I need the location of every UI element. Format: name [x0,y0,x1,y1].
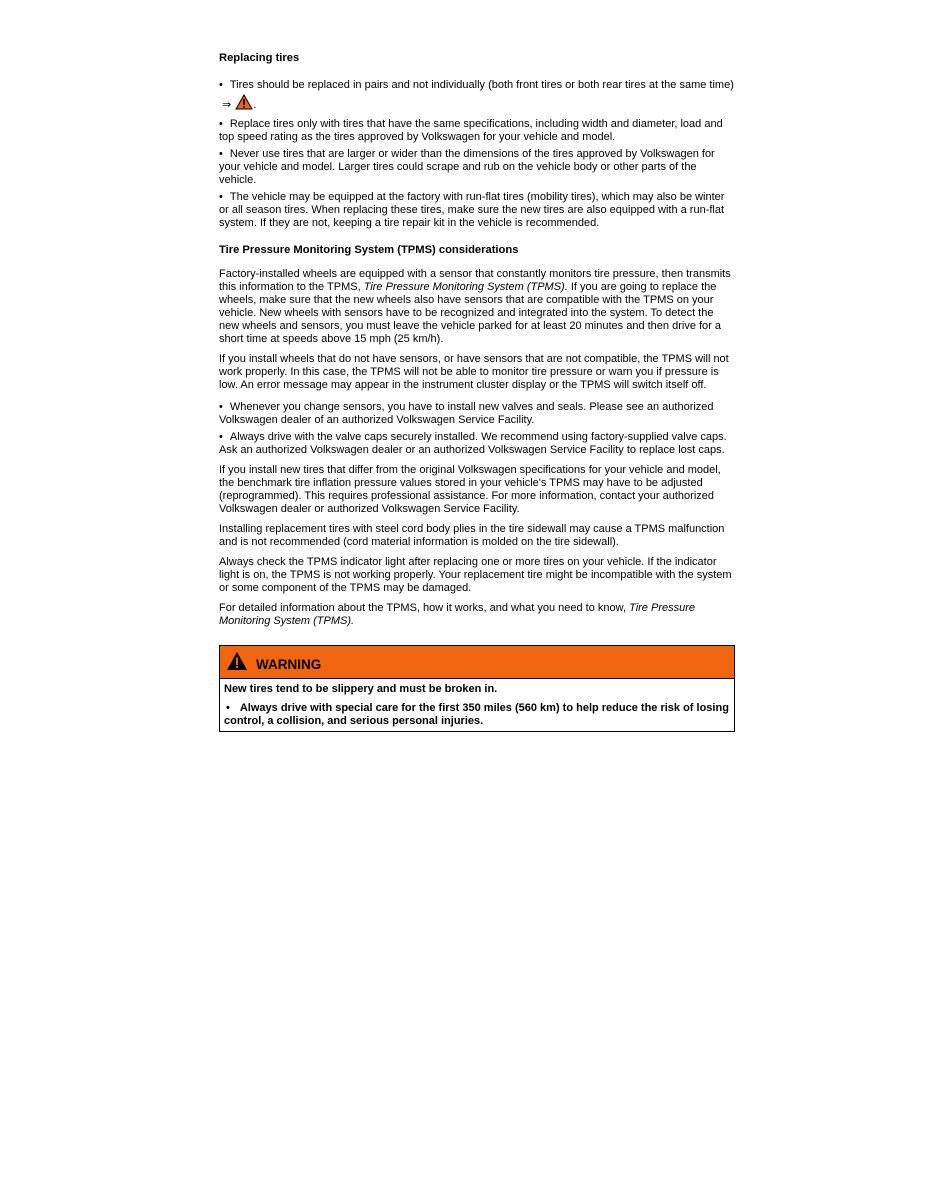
bullet-dot: • [219,79,223,91]
page-content [219,50,735,732]
paragraph [219,268,735,346]
warning-title: WARNING [256,657,322,672]
warning-box [219,645,735,732]
paragraph: If you install new tires that differ from the original Volkswagen specifications for your vehicle and model, the benchmark tire inflation pressure values stored in your vehicle's TPMS may have to be adjusted (reprogrammed). This requires professional assistance. For more information, contact your authorized Volkswagen dealer or authorized Volkswagen Service Facility. [219,464,721,515]
bullet-dot: • [219,118,223,130]
warning-triangle-icon [226,651,248,674]
warning-triangle-icon[interactable] [235,94,253,116]
paragraph-text: For detailed information about the TPMS, how it works, and what you need to know, [219,602,630,614]
bullet-text: Tires should be replaced in pairs and not individually (both front tires or both rear tires at the same time) [229,79,734,91]
list-item [224,702,730,728]
bullet-dot: • [226,702,230,714]
warning-text: Always drive with special care for the first 350 miles (560 km) to help reduce the risk of losing control, a collision, and serious personal injuries. [224,702,729,727]
bullet-dot: • [219,148,223,160]
bullet-dot: • [219,401,223,413]
paragraph: If you install wheels that do not have sensors, or have sensors that are not compatible, the TPMS will not work properly. In this case, the TPMS will not be able to monitor tire pressure or warn you if pressure is low. An error message may appear in the instrument cluster display or the TPMS will switch itself off. [219,353,729,391]
arrow-ref-icon: ⇒ [222,99,232,111]
list-item: • Tires should be replaced in pairs and not individually (both front tires or both rear tires at the same time) ⇒ . [219,76,735,116]
bullet-text: Never use tires that are larger or wider than the dimensions of the tires approved by Volkswagen for your vehicle and model. Larger tires could scrape and rub on the vehicle body or other parts of the vehicle. [219,148,715,186]
warning-header [220,646,734,679]
bullet-text: Whenever you change sensors, you have to install new valves and seals. Please see an authorized Volkswagen dealer of an authorized Volkswagen Service Facility. [219,401,714,426]
section-heading-replacing-tires: Replacing tires [219,52,300,64]
list-item [219,191,735,230]
warning-text: New tires tend to be slippery and must be broken in. [224,683,498,695]
list-item [219,401,735,427]
warning-body [220,679,734,731]
cross-reference-link[interactable]: Tire Pressure Monitoring System (TPMS). [219,602,695,627]
bullet-dot: • [219,191,223,203]
bullet-text: Always drive with the valve caps securely installed. We recommend using factory-supplied valve caps. Ask an authorized Volkswagen dealer or an authorized Volkswagen Service Facility to replace lost caps. [219,431,727,456]
paragraph-text: Factory-installed wheels are equipped with a sensor that constantly monitors tire pressure, then transmits this information to the TPMS, [219,268,731,293]
list-item [219,148,735,187]
cross-reference-link[interactable]: Tire Pressure Monitoring System (TPMS). [363,281,568,293]
paragraph: Installing replacement tires with steel cord body plies in the tire sidewall may cause a TPMS malfunction and is not recommended (cord material information is molded on the tire sidewall). [219,523,725,548]
bullet-text: The vehicle may be equipped at the factory with run-flat tires (mobility tires), which may also be winter or all season tires. When replacing these tires, make sure the new tires are also equipped with a run-flat system. If they are not, keeping a tire repair kit in the vehicle is recommended. [219,191,725,229]
section-heading-tpms: Tire Pressure Monitoring System (TPMS) considerations [219,244,519,256]
paragraph-text: If you are going to replace the wheels, make sure that the new wheels also have sensors that are compatible with the TPMS on your vehicle. New wheels with sensors have to be recognized and integrated into the system. To detect the new wheels and sensors, you must leave the vehicle parked for at least 20 minutes and then drive for a short time at speeds above 15 mph (25 km/h). [219,281,722,345]
list-item [219,431,735,457]
bullet-dot: • [219,431,223,443]
paragraph: Always check the TPMS indicator light after replacing one or more tires on your vehicle. If the indicator light is on, the TPMS is not working properly. Your replacement tire might be incompatible with the system or some component of the TPMS may be damaged. [219,556,732,594]
list-item [219,118,735,144]
bullet-text: Replace tires only with tires that have the same specifications, including width and diameter, load and top speed rating as the tires approved by Volkswagen for your vehicle and model. [219,118,723,143]
paragraph [219,602,735,628]
